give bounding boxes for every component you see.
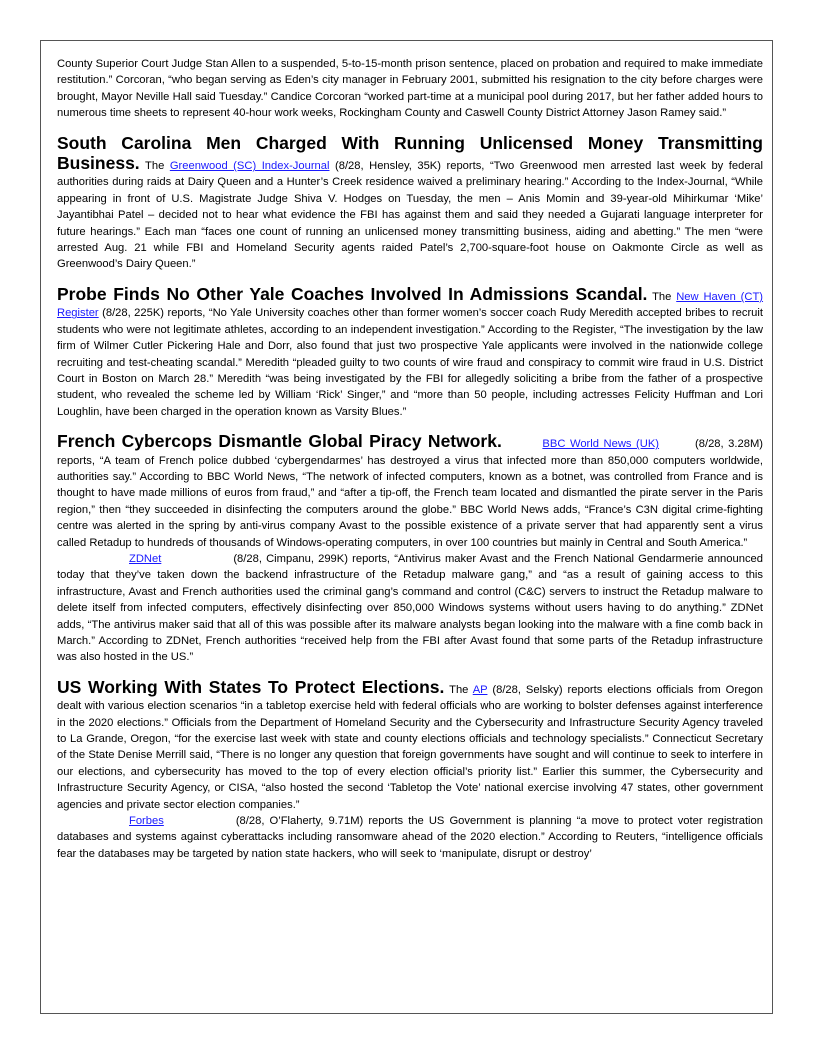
- article-sc-money-transmitting: [57, 134, 763, 273]
- article-continuation: [57, 56, 763, 122]
- article-election-protection-followup: [57, 813, 763, 862]
- source-link[interactable]: AP: [472, 683, 488, 696]
- lead-word: The: [145, 160, 165, 173]
- paragraph-text: (8/28, Selsky) reports elections officials from Oregon dealt with various election scenarios “in a tabletop exercise held with federal officials who are working to bolster defenses against interference in the 2020 elections.” Officials from the Department of Homeland Security and the Cybersecurity and Infrastructure Security Agency traveled to La Grande, Oregon, “for the exercise last week with state and county elections officials and technology specialists.” Connecticut Secretary of the State Denise Merrill said, “There is no longer any question that foreign governments have sought and will continue to seek to interfere in our elections, and cybersecurity has moved to the top of every election official’s priority list.” Earlier this summer, the Cybersecurity and Infrastructure Security Agency, or CISA, “also hosted the second ‘Tabletop the Vote’ national exercise involving 47 states, other government agencies and private sector election companies.”: [57, 683, 763, 811]
- document-body: [57, 56, 763, 862]
- paragraph-text: (8/28, Cimpanu, 299K) reports, “Antivirus maker Avast and the French National Gendarmerie announced today that they’ve taken down the backend infrastructure of the Retadup malware gang,” and “as a result of gaining access to this infrastructure, Avast and French authorities used the criminal gang’s command and control (C&C) servers to instruct the Retadup malware to delete itself from infected computers, effectively disinfecting over 850,000 Windows systems without users having to do anything.” ZDNet adds, “The antivirus maker said that all of this was possible after its malware analysts began looking into the malware with a fine comb back in March.” According to ZDNet, French authorities “received help from the FBI after Avast found that some parts of the Retadup infrastructure was also hosted in the US.”: [57, 552, 763, 664]
- source-link[interactable]: New Haven (CT) Register: [57, 290, 764, 320]
- headline: US Working With States To Protect Elections.: [57, 676, 445, 697]
- paragraph-text: County Superior Court Judge Stan Allen to a suspended, 5-to-15-month prison sentence, placed on probation and required to make immediate restitution.” Corcoran, “who began serving as Eden’s city manager in February 2001, submitted his resignation to the city before charges were brought, Mayor Neville Hall said Tuesday.” Candice Corcoran “worked part-time at a municipal pool during 2017, but her father added hours to numerous time sheets to represent 40-hour work weeks, Rockingham County and Caswell County District Attorney Jason Ramey said.”: [57, 58, 763, 120]
- source-link[interactable]: ZDNet: [129, 552, 162, 565]
- source-link[interactable]: Greenwood (SC) Index-Journal: [169, 160, 330, 173]
- article-election-protection: [57, 678, 763, 813]
- headline: French Cybercops Dismantle Global Piracy Network.: [57, 431, 502, 452]
- article-french-cybercops-followup: [57, 551, 763, 666]
- paragraph-text: (8/28, 225K) reports, “No Yale University coaches other than former women’s soccer coach Rudy Meredith accepted bribes to recruit students who were not legitimate athletes, according to an independent investigation.” According to the Register, “The investigation by the law firm of Wilmer Cutler Pickering Hale and Dorr, also found that just two prospective Yale applicants were involved in the nationwide college recruiting and test-cheating scandal.” Meredith “pleaded guilty to two counts of wire fraud and conspiracy to commit wire fraud in U.S. District Court in Boston on March 28.” Meredith “was being investigated by the FBI for allegedly soliciting a bribe from the father of a prospective student, who revealed the scheme led by William ‘Rick’ Singer,” and “more than 50 people, including actresses Felicity Huffman and Lori Loughlin, have been charged in the operation known as Varsity Blues.”: [57, 307, 763, 418]
- lead-word: The: [449, 683, 469, 696]
- paragraph-text: (8/28, Hensley, 35K) reports, “Two Greenwood men arrested last week by federal authorities during raids at Dairy Queen and a Hunter’s Creek residence waived a preliminary hearing.” According to the Index-Journal, “While appearing in front of U.S. Magistrate Judge Shiva V. Hodges on Tuesday, the men – Anis Momin and 39-year-old Mihirkumar ‘Mike’ Jayantibhai Patel – decided not to hear what evidence the FBI has against them and said they needed a Gujarati language interpreter for future hearings.” Each man “faces one count of running an unlicensed money transmitting business, aiding and abetting.” The men “were arrested Aug. 21 while FBI and Homeland Security agents raided Patel’s 2,700-square-foot house on Oakmonte Circle as well as Greenwood’s Dairy Queen.”: [57, 160, 764, 271]
- paragraph-text: (8/28, 3.28M) reports, “A team of French police dubbed ‘cybergendarmes’ has destroyed a virus that infected more than 850,000 computers worldwide, authorities say.” According to BBC World News, “The network of infected computers, known as a botnet, was controlled from France and is thought to have made millions of euros from fraud,” and “after a tip-off, the French team located and dismantled the pirate server in the Paris region,” then “they succeeded in disinfecting the computers around the globe.” BBC World News adds, “France’s C3N digital crime-fighting centre was alerted in the spring by anti-virus company Avast to the possible existence of a private server that had apparently sent a virus called Retadup to hundreds of thousands of Windows-operating computers, in over 100 countries but mainly in Central and South America.”: [57, 438, 764, 549]
- headline: Probe Finds No Other Yale Coaches Involved In Admissions Scandal.: [57, 283, 648, 304]
- headline: South Carolina Men Charged With Running Unlicensed Money Transmitting Business.: [57, 132, 763, 174]
- lead-word: The: [652, 290, 672, 303]
- source-link[interactable]: Forbes: [129, 815, 164, 828]
- source-link[interactable]: BBC World News (UK): [542, 438, 660, 451]
- article-french-cybercops: [57, 432, 763, 551]
- paragraph-text: (8/28, O’Flaherty, 9.71M) reports the US Government is planning “a move to protect voter registration databases and systems against cyberattacks including ransomware ahead of the 2020 election.” According to Reuters, “intelligence officials fear the databases may be targeted by nation state hackers, who will seek to ‘manipulate, disrupt or destroy’: [57, 815, 763, 860]
- article-yale-admissions: [57, 285, 763, 420]
